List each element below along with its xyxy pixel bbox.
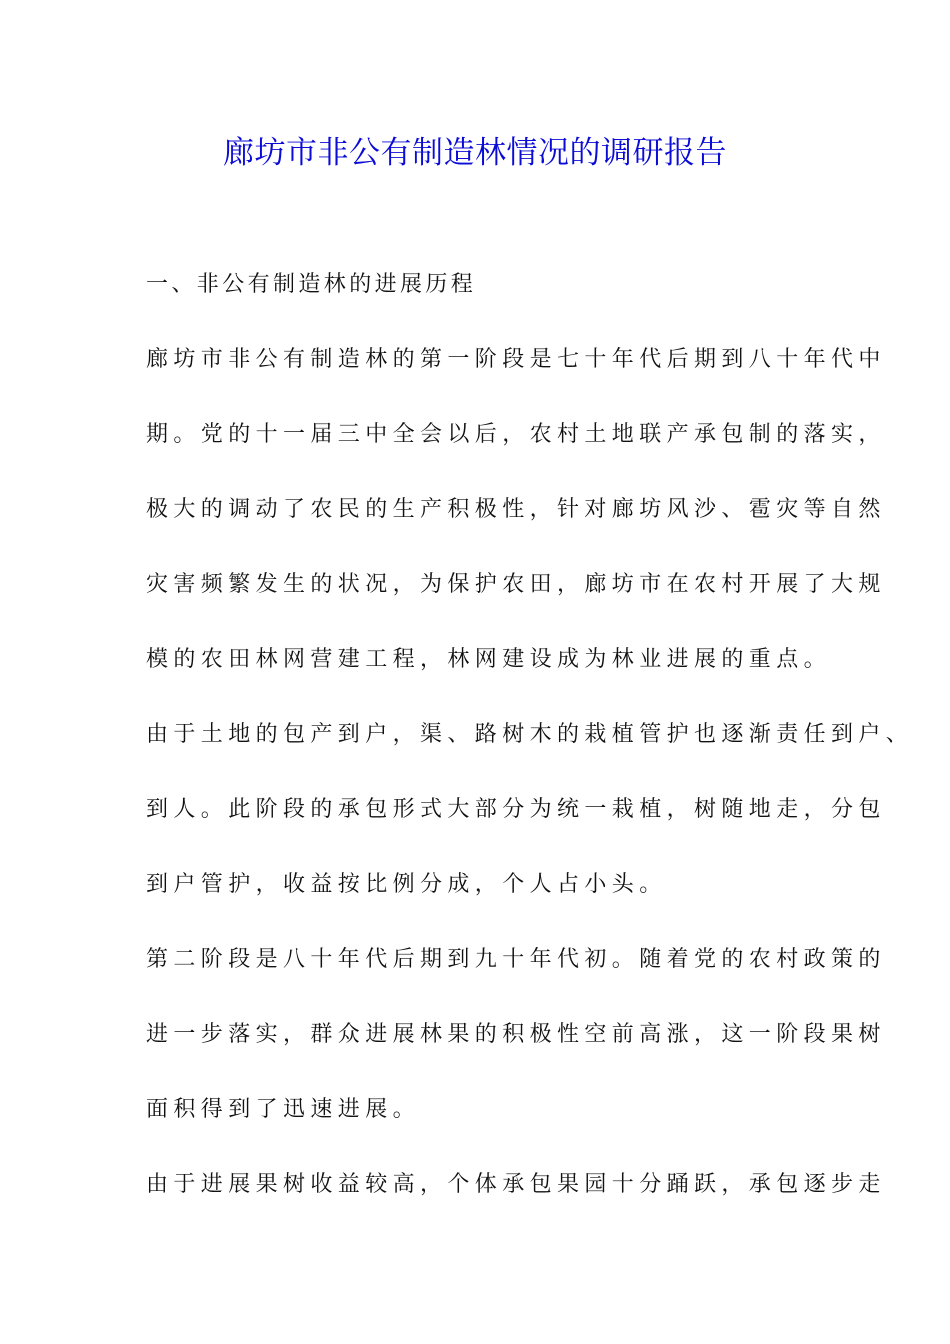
text-line: 到人。此阶段的承包形式大部分为统一栽植，树随地走，分包 bbox=[146, 797, 886, 822]
text-line: 进一步落实，群众进展林果的积极性空前高涨，这一阶段果树 bbox=[146, 1022, 886, 1047]
text-line: 由于土地的包产到户，渠、路树木的栽植管护也逐渐责任到户、 bbox=[146, 722, 914, 747]
text-line: 面积得到了迅速进展。 bbox=[146, 1097, 421, 1122]
text-line: 期。党的十一届三中全会以后，农村土地联产承包制的落实， bbox=[146, 422, 886, 447]
text-line: 极大的调动了农民的生产积极性，针对廊坊风沙、雹灾等自然 bbox=[146, 497, 886, 522]
section-heading: 一、非公有制造林的进展历程 bbox=[146, 272, 477, 297]
text-line: 第二阶段是八十年代后期到九十年代初。随着党的农村政策的 bbox=[146, 947, 886, 972]
text-line: 灾害频繁发生的状况，为保护农田，廊坊市在农村开展了大规 bbox=[146, 572, 886, 597]
document-title: 廊坊市非公有制造林情况的调研报告 bbox=[223, 135, 727, 171]
text-line: 到户管护，收益按比例分成，个人占小头。 bbox=[146, 872, 667, 897]
document-body bbox=[146, 262, 914, 1237]
text-line: 模的农田林网营建工程，林网建设成为林业进展的重点。 bbox=[146, 647, 832, 672]
text-line: 由于进展果树收益较高，个体承包果园十分踊跃，承包逐步走 bbox=[146, 1172, 886, 1197]
text-line: 廊坊市非公有制造林的第一阶段是七十年代后期到八十年代中 bbox=[146, 347, 886, 372]
